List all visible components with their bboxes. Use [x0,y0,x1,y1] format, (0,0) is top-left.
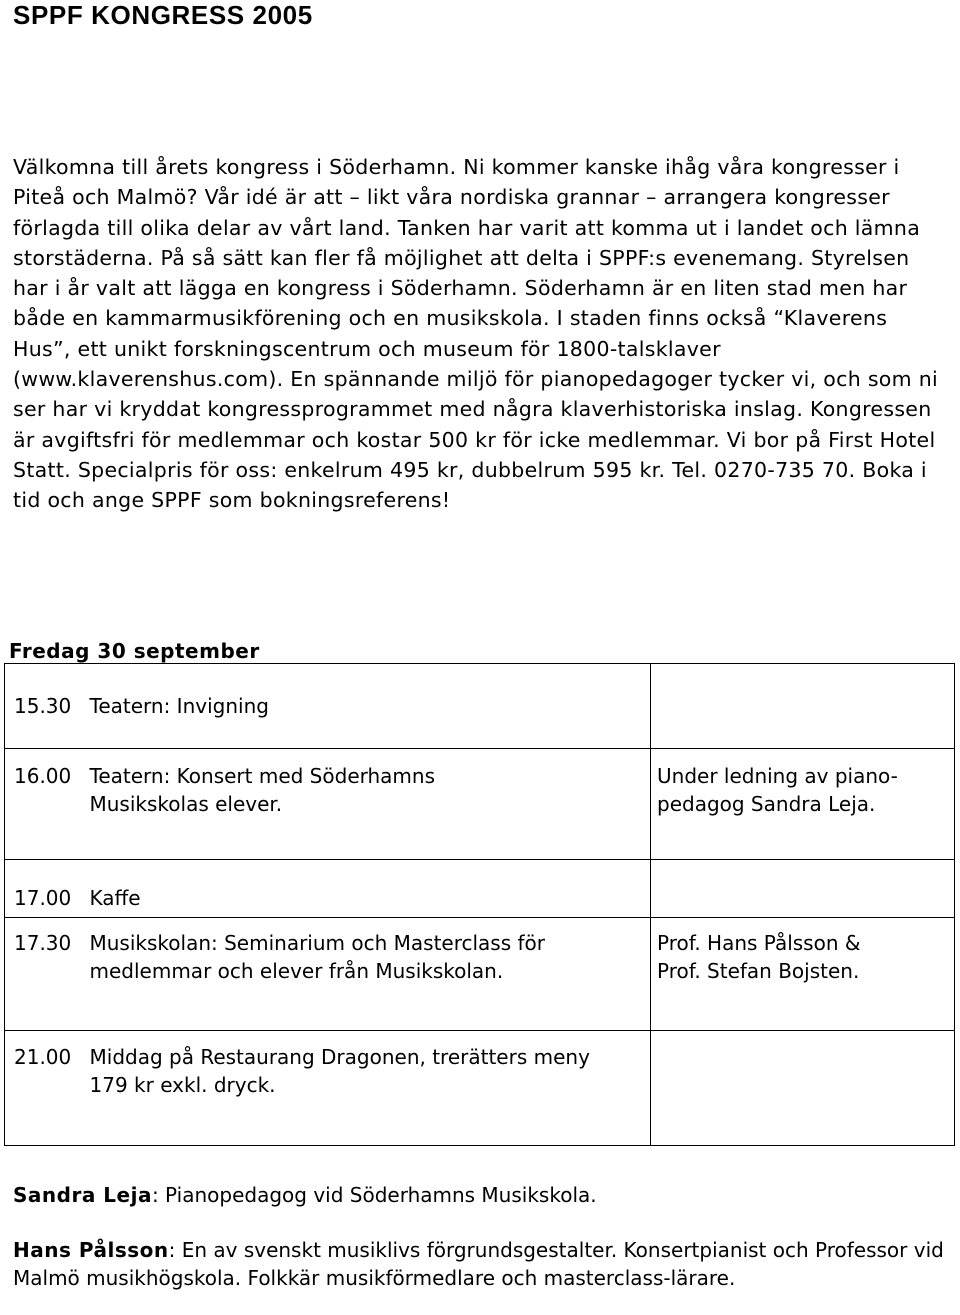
schedule-row [5,1031,955,1146]
schedule-event: Kaffe [89,886,141,910]
schedule-note [657,860,944,884]
schedule-time-cell [5,749,80,860]
day-heading: Fredag 30 september [9,639,260,663]
schedule-note-cell [651,860,955,918]
schedule-time: 21.00 [14,1045,72,1069]
schedule-note: Prof. Hans Pålsson & Prof. Stefan Bojsten. [657,931,861,983]
schedule-note [657,664,944,692]
intro-paragraph: Välkomna till årets kongress i Söderhamn. Ni kommer kanske ihåg våra kongresser i Piteå och Malmö? Vår idé är att – likt våra nordiska grannar – arrangera kongresser förlagda till olika delar av vårt land. Tanken har varit att komma ut i landet och lämna storstäderna. På så sätt kan fler få möjlighet att delta i SPPF:s evenemang. Styrelsen har i år valt att lägga en kongress i Söderhamn. Söderhamn är en liten stad men har både en kammarmusikförening och en musikskola. I staden finns också “Klaverens Hus”, ett unikt forskningscentrum och museum för 1800-talsklaver (www.klaverenshus.com). En spännande miljö för pianopedagoger tycker vi, och som ni ser har vi kryddat kongressprogrammet med några klaverhistoriska inslag. Kongressen är avgiftsfri för medlemmar och kostar 500 kr för icke medlemmar. Vi bor på First Hotel Statt. Specialpris för oss: enkelrum 495 kr, dubbelrum 595 kr. Tel. 0270-735 70. Boka i tid och ange SPPF som bokningsreferens! [13,155,939,513]
bio-name: Hans Pålsson [13,1238,169,1262]
schedule-event: Teatern: Invigning [89,694,269,718]
schedule-row [5,664,955,749]
schedule-time-cell [5,918,80,1031]
bio-name: Sandra Leja [13,1183,152,1207]
bio-hans-palsson [13,1237,948,1292]
bio-text: : En av svenskt musiklivs förgrundsgestalter. Konsertpianist och Professor vid Malmö musikhögskola. Folkkär musikförmedlare och masterclass-lärare. [13,1238,944,1290]
schedule-note-cell [651,1031,955,1146]
schedule-event-cell [80,664,651,749]
schedule-row [5,918,955,1031]
schedule-table [4,663,955,1146]
schedule-event-cell [80,749,651,860]
bio-text: : Pianopedagog vid Söderhamns Musikskola. [151,1183,597,1207]
schedule-time: 17.30 [14,931,72,955]
schedule-note-cell [651,918,955,1031]
bio-sandra-leja [13,1182,948,1210]
schedule-time: 15.30 [14,694,72,718]
schedule-row [5,860,955,918]
schedule-event-cell [80,1031,651,1146]
schedule-time-cell [5,860,80,918]
schedule-time: 16.00 [14,764,72,788]
schedule-time: 17.00 [14,886,72,910]
schedule-note-cell [651,749,955,860]
schedule-event-cell [80,860,651,918]
page-title: SPPF KONGRESS 2005 [13,0,313,30]
schedule-note: Under ledning av piano-pedagog Sandra Leja. [657,764,898,816]
schedule-event-cell [80,918,651,1031]
schedule-event: Musikskolan: Seminarium och Masterclass för medlemmar och elever från Musikskolan. [89,931,545,983]
schedule-note [657,1031,944,1043]
schedule-event: Middag på Restaurang Dragonen, trerätters meny 179 kr exkl. dryck. [89,1045,590,1097]
schedule-time-cell [5,1031,80,1146]
schedule-row [5,749,955,860]
schedule-note-cell [651,664,955,749]
schedule-event: Teatern: Konsert med Söderhamns Musikskolas elever. [89,764,435,816]
schedule-time-cell [5,664,80,749]
